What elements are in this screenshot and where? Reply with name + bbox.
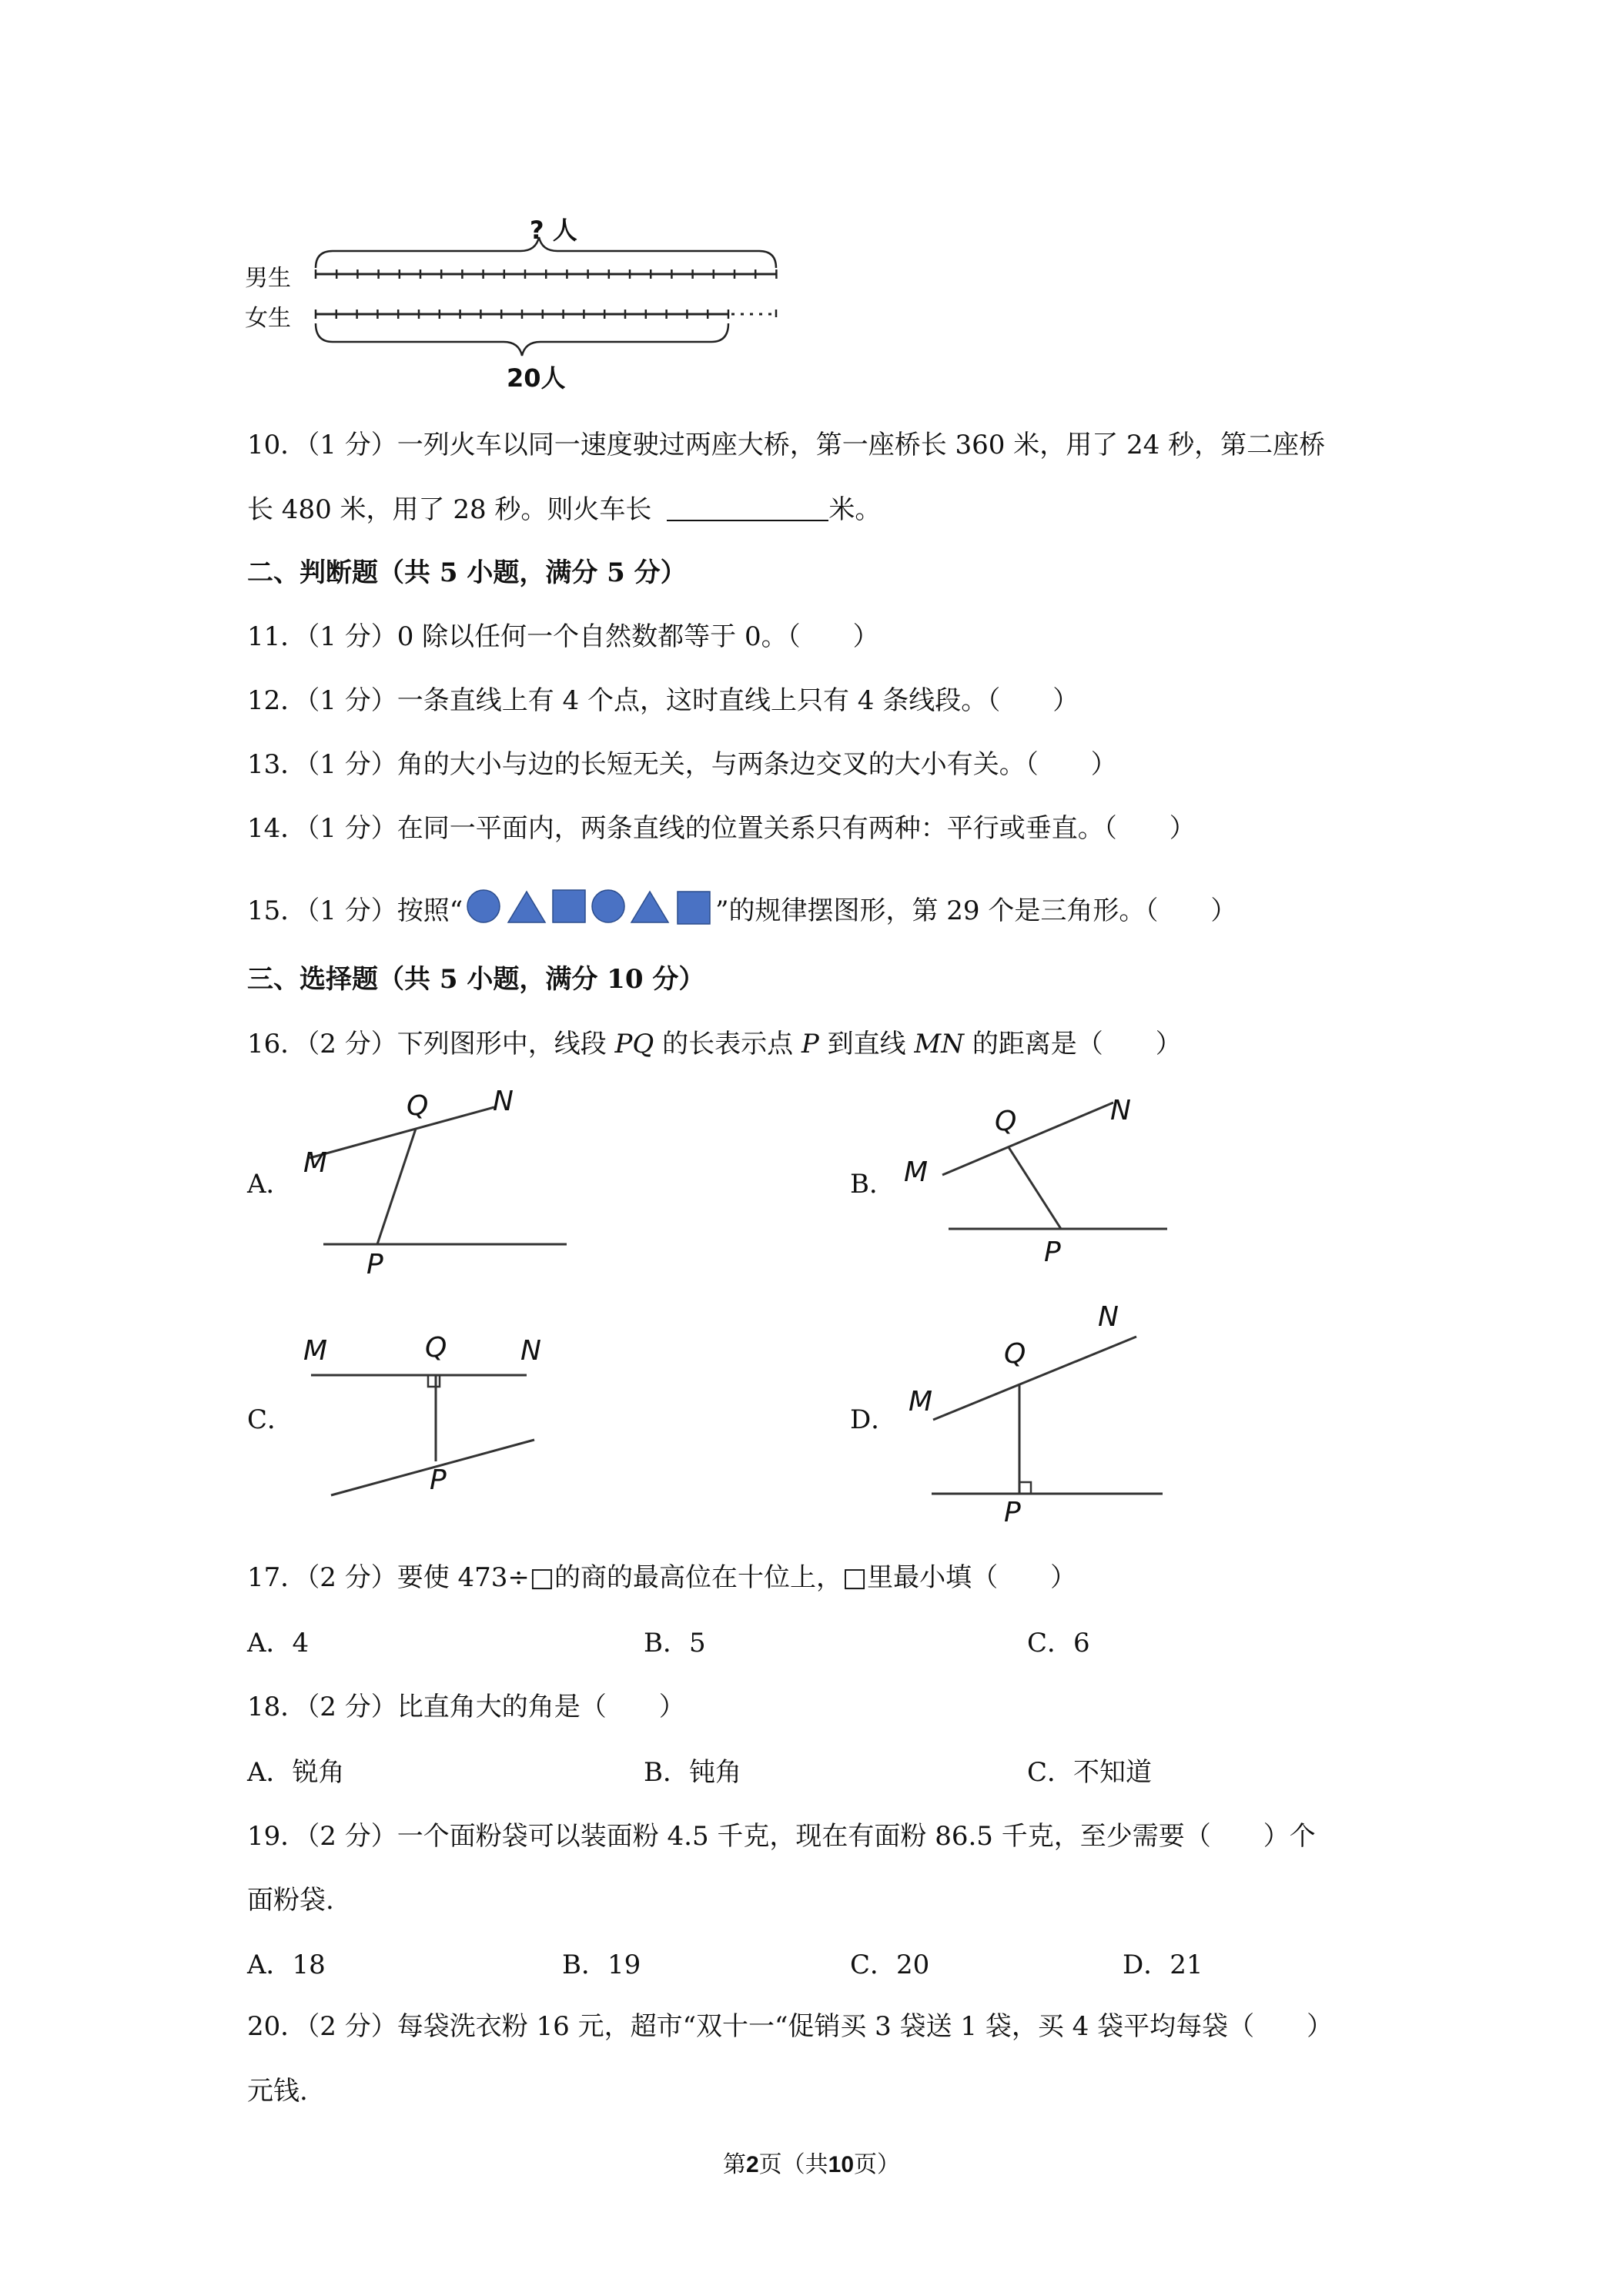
label-q: Q xyxy=(1004,1338,1026,1370)
q19-line2: 面粉袋. xyxy=(247,1885,334,1916)
page-footer xyxy=(0,2145,1623,2179)
q16-text-part4: 的距离是（ ） xyxy=(972,1029,1182,1059)
section2-heading: 二、判断题（共 5 小题，满分 5 分） xyxy=(247,557,687,588)
label-p: P xyxy=(430,1464,447,1496)
q14-text: 14．（1 分）在同一平面内，两条直线的位置关系只有两种：平行或垂直。（ ） xyxy=(247,813,1196,844)
q18-option-a[interactable]: A．锐角 xyxy=(247,1757,345,1788)
q15-suffix: ”的规律摆图形，第 29 个是三角形。（ ） xyxy=(715,895,1237,926)
q10-line2 xyxy=(247,493,881,527)
q10-line2-text: 长 480 米，用了 28 秒。则火车长 xyxy=(247,494,652,525)
q19-option-b[interactable]: B．19 xyxy=(562,1950,641,1980)
label-m: M xyxy=(303,1335,328,1367)
label-q: Q xyxy=(425,1332,447,1364)
q18-text: 18．（2 分）比直角大的角是（ ） xyxy=(247,1692,685,1722)
diagram-boys-label: 男生 xyxy=(245,265,291,292)
diagram-girls-label: 女生 xyxy=(245,305,291,332)
label-n: N xyxy=(493,1086,514,1117)
q19-line1: 19．（2 分）一个面粉袋可以装面粉 4.5 千克，现在有面粉 86.5 千克，至少需要（ ）个 xyxy=(247,1821,1316,1852)
q16-option-a-figure[interactable] xyxy=(293,1086,585,1286)
section3-heading: 三、选择题（共 5 小题，满分 10 分） xyxy=(247,964,705,995)
q17-option-b[interactable]: B．5 xyxy=(644,1628,706,1658)
shape-sequence xyxy=(465,887,713,925)
label-n: N xyxy=(1098,1301,1119,1333)
footer-middle: 页（共 xyxy=(758,2151,828,2178)
q17-option-c[interactable]: C．6 xyxy=(1027,1628,1090,1658)
q17-option-a[interactable]: A．4 xyxy=(247,1628,310,1658)
diagram-bottom-label: 20人 xyxy=(507,363,566,393)
q16-text-part3: 到直线 xyxy=(827,1029,906,1059)
q18-option-c[interactable]: C．不知道 xyxy=(1027,1757,1153,1788)
q12-text: 12．（1 分）一条直线上有 4 个点，这时直线上只有 4 条线段。（ ） xyxy=(247,685,1079,716)
q19-option-a[interactable]: A．18 xyxy=(247,1950,326,1980)
label-n: N xyxy=(520,1335,541,1367)
bar-diagram xyxy=(245,208,815,393)
q18-option-b[interactable]: B．钝角 xyxy=(644,1757,741,1788)
q16-option-a-label[interactable]: A． xyxy=(247,1169,293,1200)
label-m: M xyxy=(909,1386,933,1417)
q15-text xyxy=(247,887,1236,928)
q16-option-c-figure[interactable] xyxy=(293,1324,570,1532)
label-p: P xyxy=(1004,1497,1021,1528)
diagram-top-label: ? 人 xyxy=(530,216,577,245)
q13-text: 13．（1 分）角的大小与边的长短无关，与两条边交叉的大小有关。（ ） xyxy=(247,749,1117,780)
q11-text: 11．（1 分）0 除以任何一个自然数都等于 0。（ ） xyxy=(247,621,879,652)
label-q: Q xyxy=(407,1090,429,1122)
label-n: N xyxy=(1110,1095,1131,1126)
q16-p: P xyxy=(801,1029,819,1059)
q16-mn: MN xyxy=(914,1029,964,1059)
q15-prefix: 15．（1 分）按照“ xyxy=(247,895,463,926)
q16-option-b-figure[interactable] xyxy=(901,1086,1178,1286)
footer-prefix: 第 xyxy=(722,2151,746,2178)
footer-page-number: 2 xyxy=(745,2152,759,2177)
diagram-bars xyxy=(245,208,815,393)
q16-option-d-figure[interactable] xyxy=(901,1301,1178,1532)
label-q: Q xyxy=(995,1106,1017,1137)
label-p: P xyxy=(366,1249,383,1280)
q19-option-c[interactable]: C．20 xyxy=(850,1950,930,1980)
q17-text: 17．（2 分）要使 473÷□的商的最高位在十位上，□里最小填（ ） xyxy=(247,1562,1077,1593)
q16-option-d-label[interactable]: D． xyxy=(850,1404,898,1435)
q10-line1: 10．（1 分）一列火车以同一速度驶过两座大桥，第一座桥长 360 米，用了 24 秒，第二座桥 xyxy=(247,430,1326,460)
q20-line1: 20．（2 分）每袋洗衣粉 16 元，超市“双十一“促销买 3 袋送 1 袋，买 4 袋平均每袋（ ） xyxy=(247,2011,1334,2042)
q16-pq: PQ xyxy=(614,1029,654,1059)
q16-text-part1: 16．（2 分）下列图形中，线段 xyxy=(247,1029,607,1059)
footer-suffix: 页） xyxy=(854,2151,901,2178)
footer-total-pages: 10 xyxy=(828,2152,855,2177)
q16-text xyxy=(247,1027,1182,1061)
label-p: P xyxy=(1044,1237,1061,1268)
q16-option-b-label[interactable]: B． xyxy=(850,1169,895,1200)
q16-option-c-label[interactable]: C． xyxy=(247,1404,294,1435)
q19-option-d[interactable]: D．21 xyxy=(1123,1950,1203,1980)
label-m: M xyxy=(904,1156,929,1188)
q20-line2: 元钱. xyxy=(247,2076,308,2107)
label-m: M xyxy=(303,1147,328,1179)
q10-answer-blank[interactable] xyxy=(667,497,828,521)
q10-line2-unit: 米。 xyxy=(828,494,882,525)
q16-text-part2: 的长表示点 xyxy=(662,1029,794,1059)
